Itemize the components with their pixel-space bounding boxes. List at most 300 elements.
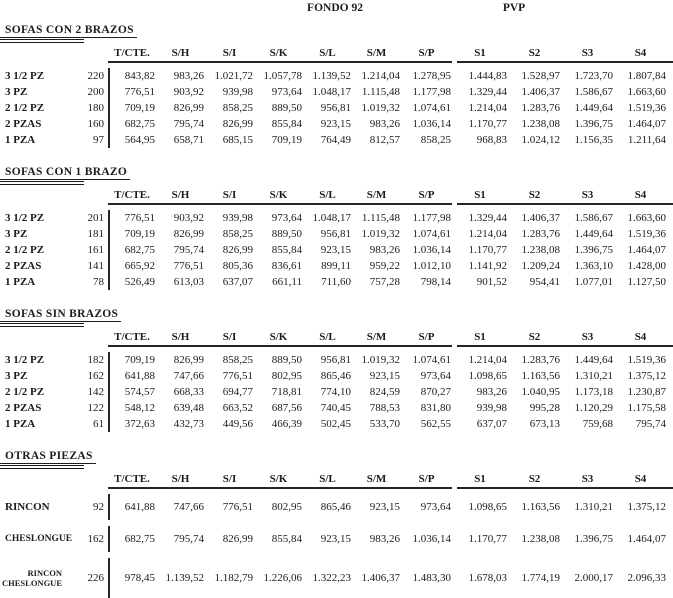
price-cell-s1: 1.678,03 (468, 572, 507, 584)
price-cell-s-k: 973,64 (271, 86, 302, 98)
price-cell-s-l: 764,49 (320, 134, 351, 146)
price-cell-s1: 1.098,65 (468, 370, 507, 382)
price-cell-s-h: 795,74 (173, 118, 204, 130)
col-header-s2: S2 (528, 473, 541, 485)
title-double-rule (0, 323, 84, 327)
pvp-group-rule (457, 345, 673, 347)
price-cell-s-h: 983,26 (173, 70, 204, 82)
price-cell-s-l: 740,45 (320, 402, 351, 414)
row-size: 162 (87, 533, 104, 545)
price-cell-s-i: 939,98 (222, 86, 253, 98)
price-cell-s-m: 757,28 (369, 276, 400, 288)
column-group-band (0, 2, 673, 18)
price-cell-s-p: 1.074,61 (412, 354, 451, 366)
price-cell-s-h: 432,73 (173, 418, 204, 430)
price-cell-s2: 1.406,37 (521, 86, 560, 98)
price-cell-s1: 1.170,77 (468, 244, 507, 256)
row-label: 1 PZA (5, 134, 36, 146)
col-header-s4: S4 (634, 189, 647, 201)
section-title-wrap (0, 162, 673, 185)
row-label: 1 PZA (5, 418, 36, 430)
col-header-s2: S2 (528, 331, 541, 343)
price-cell-s2: 954,41 (529, 276, 560, 288)
col-header-s3: S3 (581, 47, 594, 59)
price-cell-s2: 1.283,76 (521, 102, 560, 114)
header-rule-row (0, 487, 673, 489)
col-header-s1: S1 (474, 189, 486, 201)
price-cell-s2: 1.238,08 (521, 244, 560, 256)
price-cell-s1: 1.214,04 (468, 102, 507, 114)
col-header-s3: S3 (581, 189, 594, 201)
price-cell-s-h: 826,99 (173, 354, 204, 366)
price-cell-s3: 1.449,64 (574, 102, 613, 114)
price-cell-s-h: 658,71 (173, 134, 204, 146)
price-cell-s2: 673,13 (529, 418, 560, 430)
fondo-group-rule (108, 487, 452, 489)
price-cell-s3: 1.449,64 (574, 354, 613, 366)
row-size: 97 (93, 134, 104, 146)
price-cell-t-cte: 709,19 (108, 226, 156, 242)
price-cell-s-k: 836,61 (271, 260, 302, 272)
header-rule-row (0, 345, 673, 347)
price-cell-s-l: 865,46 (320, 501, 351, 513)
price-cell-s-h: 826,99 (173, 228, 204, 240)
price-cell-s-l: 774,10 (320, 386, 351, 398)
price-cell-s-m: 1.406,37 (361, 572, 400, 584)
price-cell-t-cte: 709,19 (108, 100, 156, 116)
fondo-92-group-label: FONDO 92 (307, 2, 363, 14)
price-cell-t-cte: 665,92 (108, 258, 156, 274)
price-cell-s-k: 889,50 (271, 228, 302, 240)
price-cell-s-m: 533,70 (369, 418, 400, 430)
price-cell-s-p: 798,14 (420, 276, 451, 288)
price-cell-s-p: 870,27 (420, 386, 451, 398)
table-row-cheslongue (0, 526, 673, 552)
pvp-group-rule (457, 487, 673, 489)
table-row-1-pza (0, 416, 673, 432)
col-header-s4: S4 (634, 331, 647, 343)
col-header-s-i: S/I (222, 331, 237, 343)
price-cell-s-h: 747,66 (173, 501, 204, 513)
price-cell-s-l: 1.048,17 (312, 212, 351, 224)
price-cell-s-i: 637,07 (222, 276, 253, 288)
price-cell-s-h: 795,74 (173, 533, 204, 545)
price-cell-s3: 1.723,70 (574, 70, 613, 82)
price-cell-s3: 1.173,18 (574, 386, 613, 398)
price-cell-s-k: 973,64 (271, 212, 302, 224)
column-header-row (0, 472, 673, 487)
price-cell-s-k: 855,84 (271, 533, 302, 545)
row-label: 1 PZA (5, 276, 36, 288)
price-cell-s-k: 889,50 (271, 102, 302, 114)
price-cell-s-l: 899,11 (321, 260, 351, 272)
pvp-group-rule (457, 61, 673, 63)
price-cell-s3: 1.363,10 (574, 260, 613, 272)
table-row-2-1-2-pz (0, 242, 673, 258)
row-label: 2 1/2 PZ (5, 386, 45, 398)
row-label: 3 1/2 PZ (5, 354, 45, 366)
price-cell-s4: 1.464,07 (627, 118, 666, 130)
price-cell-s4: 1.519,36 (627, 228, 666, 240)
price-cell-s-p: 1.177,98 (412, 86, 451, 98)
section-title-wrap (0, 304, 673, 327)
price-cell-s-i: 1.021,72 (214, 70, 253, 82)
fondo-group-rule (108, 203, 452, 205)
price-cell-s4: 1.464,07 (627, 244, 666, 256)
header-spacer-size (64, 46, 108, 61)
col-header-s-p: S/P (418, 331, 435, 343)
price-cell-s-i: 449,56 (222, 418, 253, 430)
table-row-2-pzas (0, 400, 673, 416)
price-cell-s-h: 668,33 (173, 386, 204, 398)
col-header-s4: S4 (634, 473, 647, 485)
price-cell-s-i: 858,25 (222, 102, 253, 114)
row-size: 162 (87, 370, 104, 382)
price-cell-t-cte: 641,88 (108, 494, 156, 520)
price-cell-s2: 1.283,76 (521, 354, 560, 366)
price-cell-s4: 1.663,60 (627, 212, 666, 224)
row-size: 181 (87, 228, 104, 240)
price-cell-t-cte: 574,57 (108, 384, 156, 400)
section-title-wrap (0, 446, 673, 469)
fondo-group-rule (108, 61, 452, 63)
table-row-2-1-2-pz (0, 384, 673, 400)
price-cell-t-cte: 372,63 (108, 416, 156, 432)
col-header-t-cte: T/CTE. (114, 47, 150, 59)
col-header-s-m: S/M (366, 47, 387, 59)
price-cell-s-h: 903,92 (173, 86, 204, 98)
price-cell-s-m: 959,22 (369, 260, 400, 272)
price-cell-t-cte: 564,95 (108, 132, 156, 148)
price-cell-s-i: 685,15 (222, 134, 253, 146)
price-cell-s-k: 718,81 (271, 386, 302, 398)
price-cell-s4: 1.519,36 (627, 102, 666, 114)
price-cell-s-p: 1.012,10 (412, 260, 451, 272)
price-cell-s-m: 983,26 (369, 533, 400, 545)
price-cell-s-k: 802,95 (271, 370, 302, 382)
row-size: 201 (87, 212, 104, 224)
row-label: 2 PZAS (5, 260, 42, 272)
col-header-s-k: S/K (269, 47, 288, 59)
row-size: 220 (87, 70, 104, 82)
price-cell-s4: 1.663,60 (627, 86, 666, 98)
price-cell-s-l: 923,15 (320, 533, 351, 545)
row-size: 92 (93, 501, 104, 513)
table-row-3-pz (0, 368, 673, 384)
price-cell-t-cte: 682,75 (108, 116, 156, 132)
title-double-rule (0, 39, 84, 43)
price-cell-s-l: 923,15 (320, 244, 351, 256)
price-cell-s-k: 1.226,06 (263, 572, 302, 584)
col-header-s-p: S/P (418, 47, 435, 59)
price-cell-s-p: 1.074,61 (412, 102, 451, 114)
price-cell-s2: 1.283,76 (521, 228, 560, 240)
price-cell-s-m: 1.019,32 (361, 354, 400, 366)
row-size: 141 (87, 260, 104, 272)
price-cell-s3: 1.449,64 (574, 228, 613, 240)
price-cell-s-i: 939,98 (222, 212, 253, 224)
row-size: 122 (87, 402, 104, 414)
price-cell-t-cte: 682,75 (108, 526, 156, 552)
col-header-s3: S3 (581, 331, 594, 343)
price-cell-s-m: 1.115,48 (361, 212, 400, 224)
price-cell-s-i: 776,51 (222, 370, 253, 382)
row-label: 2 PZAS (5, 402, 42, 414)
price-cell-s-i: 776,51 (222, 501, 253, 513)
section-otras-piezas (0, 446, 673, 598)
pvp-group-label: PVP (502, 2, 526, 14)
price-cell-s-k: 802,95 (271, 501, 302, 513)
row-size: 142 (87, 386, 104, 398)
table-row-rincon (0, 494, 673, 520)
price-cell-s-m: 1.115,48 (361, 86, 400, 98)
price-cell-s3: 1.396,75 (574, 118, 613, 130)
table-row-3-pz (0, 84, 673, 100)
price-cell-s2: 1.163,56 (521, 501, 560, 513)
price-cell-s-l: 956,81 (320, 354, 351, 366)
price-cell-s1: 1.329,44 (468, 86, 507, 98)
col-header-s4: S4 (634, 47, 647, 59)
price-cell-s3: 759,68 (582, 418, 613, 430)
price-cell-s-p: 1.177,98 (412, 212, 451, 224)
price-cell-t-cte: 843,82 (108, 68, 156, 84)
price-cell-s-l: 1.139,52 (312, 70, 351, 82)
price-cell-s-i: 694,77 (222, 386, 253, 398)
price-cell-t-cte: 776,51 (108, 84, 156, 100)
price-cell-s1: 1.214,04 (468, 354, 507, 366)
price-cell-s2: 1.209,24 (521, 260, 560, 272)
row-size: 61 (93, 418, 104, 430)
table-row-2-pzas (0, 258, 673, 274)
col-header-s-m: S/M (366, 331, 387, 343)
price-cell-s1: 1.170,77 (468, 533, 507, 545)
price-cell-s-m: 1.019,32 (361, 228, 400, 240)
price-cell-s3: 1.586,67 (574, 212, 613, 224)
price-cell-s4: 1.519,36 (627, 354, 666, 366)
price-cell-s-p: 1.036,14 (412, 244, 451, 256)
col-header-s1: S1 (474, 473, 486, 485)
row-label: 3 PZ (5, 370, 28, 382)
price-cell-s2: 1.040,95 (521, 386, 560, 398)
price-cell-s4: 1.211,64 (627, 134, 666, 146)
col-header-s-h: S/H (171, 473, 190, 485)
price-cell-s-l: 1.048,17 (312, 86, 351, 98)
pvp-group-rule (457, 203, 673, 205)
col-header-s-k: S/K (269, 331, 288, 343)
price-cell-t-cte: 776,51 (108, 210, 156, 226)
price-cell-t-cte: 978,45 (108, 558, 156, 598)
price-cell-s3: 1.310,21 (574, 501, 613, 513)
col-header-s-i: S/I (222, 189, 237, 201)
header-spacer-size (64, 472, 108, 487)
row-label: 2 1/2 PZ (5, 244, 45, 256)
price-cell-s-i: 826,99 (222, 118, 253, 130)
row-label: 3 PZ (5, 228, 28, 240)
price-cell-s-i: 805,36 (222, 260, 253, 272)
price-cell-s-m: 983,26 (369, 118, 400, 130)
price-cell-s-h: 903,92 (173, 212, 204, 224)
price-cell-s4: 1.807,84 (627, 70, 666, 82)
price-cell-s-m: 824,59 (369, 386, 400, 398)
table-row-3-pz (0, 226, 673, 242)
price-cell-s3: 1.396,75 (574, 244, 613, 256)
price-cell-s3: 1.310,21 (574, 370, 613, 382)
table-row-1-pza (0, 274, 673, 290)
section-title: SOFAS SIN BRAZOS (0, 307, 121, 322)
price-cell-t-cte: 709,19 (108, 352, 156, 368)
price-cell-s-l: 956,81 (320, 228, 351, 240)
price-cell-t-cte: 526,49 (108, 274, 156, 290)
price-cell-s-l: 956,81 (320, 102, 351, 114)
col-header-s1: S1 (474, 47, 486, 59)
header-spacer-label (0, 330, 64, 345)
row-size: 78 (93, 276, 104, 288)
col-header-s-h: S/H (171, 47, 190, 59)
price-cell-s-h: 1.139,52 (165, 572, 204, 584)
col-header-t-cte: T/CTE. (114, 189, 150, 201)
price-cell-s1: 1.214,04 (468, 228, 507, 240)
title-double-rule (0, 465, 84, 469)
price-cell-s2: 1.163,56 (521, 370, 560, 382)
price-cell-s-k: 687,56 (271, 402, 302, 414)
price-cell-s-p: 858,25 (420, 134, 451, 146)
price-cell-s4: 1.175,58 (627, 402, 666, 414)
price-cell-s1: 1.098,65 (468, 501, 507, 513)
header-rule-row (0, 203, 673, 205)
price-cell-s4: 1.375,12 (627, 501, 666, 513)
price-cell-s2: 1.238,08 (521, 118, 560, 130)
price-cell-s-k: 1.057,78 (263, 70, 302, 82)
table-row-3-1-2-pz (0, 352, 673, 368)
price-cell-s-k: 889,50 (271, 354, 302, 366)
price-cell-s-i: 663,52 (222, 402, 253, 414)
row-label: 2 PZAS (5, 118, 42, 130)
price-cell-s-p: 973,64 (420, 501, 451, 513)
price-cell-s-h: 613,03 (173, 276, 204, 288)
row-label: RINCON CHESLONGUE (2, 568, 62, 588)
section-title: OTRAS PIEZAS (0, 449, 96, 464)
price-cell-s3: 1.396,75 (574, 533, 613, 545)
price-cell-s-h: 639,48 (173, 402, 204, 414)
column-header-row (0, 330, 673, 345)
col-header-s2: S2 (528, 189, 541, 201)
price-cell-s2: 1.024,12 (521, 134, 560, 146)
row-label: 2 1/2 PZ (5, 102, 45, 114)
column-header-row (0, 46, 673, 61)
price-cell-s1: 1.329,44 (468, 212, 507, 224)
price-cell-s1: 637,07 (476, 418, 507, 430)
col-header-s-k: S/K (269, 473, 288, 485)
header-rule-row (0, 61, 673, 63)
price-cell-s4: 1.464,07 (627, 533, 666, 545)
price-cell-s-i: 826,99 (222, 244, 253, 256)
section-sofas-con-1-brazo (0, 162, 673, 290)
section-title: SOFAS CON 2 BRAZOS (0, 23, 137, 38)
price-cell-s-p: 562,55 (420, 418, 451, 430)
col-header-s-i: S/I (222, 473, 237, 485)
table-row-1-pza (0, 132, 673, 148)
price-cell-s-h: 747,66 (173, 370, 204, 382)
row-label: 3 1/2 PZ (5, 70, 45, 82)
price-cell-s-m: 923,15 (369, 370, 400, 382)
fondo-group-rule (108, 345, 452, 347)
price-cell-s-p: 1.483,30 (412, 572, 451, 584)
price-cell-s4: 795,74 (635, 418, 666, 430)
header-spacer-size (64, 330, 108, 345)
section-sofas-sin-brazos (0, 304, 673, 432)
header-spacer-label (0, 46, 64, 61)
price-cell-s2: 1.774,19 (521, 572, 560, 584)
col-header-s-l: S/L (319, 331, 336, 343)
price-cell-s1: 1.444,83 (468, 70, 507, 82)
price-cell-s-p: 973,64 (420, 370, 451, 382)
col-header-s1: S1 (474, 331, 486, 343)
price-cell-s-p: 1.036,14 (412, 533, 451, 545)
col-header-t-cte: T/CTE. (114, 473, 150, 485)
price-cell-s-p: 1.074,61 (412, 228, 451, 240)
price-cell-s-k: 855,84 (271, 244, 302, 256)
header-spacer-size (64, 188, 108, 203)
price-cell-s3: 1.586,67 (574, 86, 613, 98)
price-cell-s2: 1.528,97 (521, 70, 560, 82)
price-cell-s1: 1.170,77 (468, 118, 507, 130)
price-cell-t-cte: 682,75 (108, 242, 156, 258)
section-title-wrap (0, 20, 673, 43)
price-cell-s-k: 466,39 (271, 418, 302, 430)
col-header-t-cte: T/CTE. (114, 331, 150, 343)
price-cell-s3: 1.120,29 (574, 402, 613, 414)
price-cell-t-cte: 548,12 (108, 400, 156, 416)
price-cell-s4: 2.096,33 (627, 572, 666, 584)
price-cell-s-i: 1.182,79 (214, 572, 253, 584)
row-size: 160 (87, 118, 104, 130)
col-header-s-m: S/M (366, 473, 387, 485)
col-header-s-p: S/P (418, 473, 435, 485)
col-header-s3: S3 (581, 473, 594, 485)
price-cell-s1: 983,26 (476, 386, 507, 398)
col-header-s-p: S/P (418, 189, 435, 201)
table-row-rincon-cheslongue (0, 558, 673, 598)
price-cell-s-p: 831,80 (420, 402, 451, 414)
row-label: RINCON (5, 501, 50, 513)
price-cell-s-k: 661,11 (272, 276, 302, 288)
price-cell-s1: 968,83 (476, 134, 507, 146)
col-header-s-k: S/K (269, 189, 288, 201)
price-cell-s-i: 858,25 (222, 354, 253, 366)
price-cell-s1: 1.141,92 (468, 260, 507, 272)
price-cell-s-l: 1.322,23 (312, 572, 351, 584)
price-cell-s1: 901,52 (476, 276, 507, 288)
header-spacer-label (0, 472, 64, 487)
row-label: 3 PZ (5, 86, 28, 98)
row-size: 180 (87, 102, 104, 114)
row-label: CHESLONGUE (5, 534, 73, 544)
tables-container (0, 20, 673, 598)
table-row-3-1-2-pz (0, 68, 673, 84)
price-cell-s3: 2.000,17 (574, 572, 613, 584)
price-cell-s2: 995,28 (529, 402, 560, 414)
col-header-s-l: S/L (319, 47, 336, 59)
price-cell-s-h: 795,74 (173, 244, 204, 256)
col-header-s-h: S/H (171, 189, 190, 201)
price-cell-s3: 1.156,35 (574, 134, 613, 146)
price-cell-s-i: 858,25 (222, 228, 253, 240)
price-cell-s3: 1.077,01 (574, 276, 613, 288)
price-cell-s-k: 709,19 (271, 134, 302, 146)
price-cell-s-i: 826,99 (222, 533, 253, 545)
row-size: 182 (87, 354, 104, 366)
column-header-row (0, 188, 673, 203)
